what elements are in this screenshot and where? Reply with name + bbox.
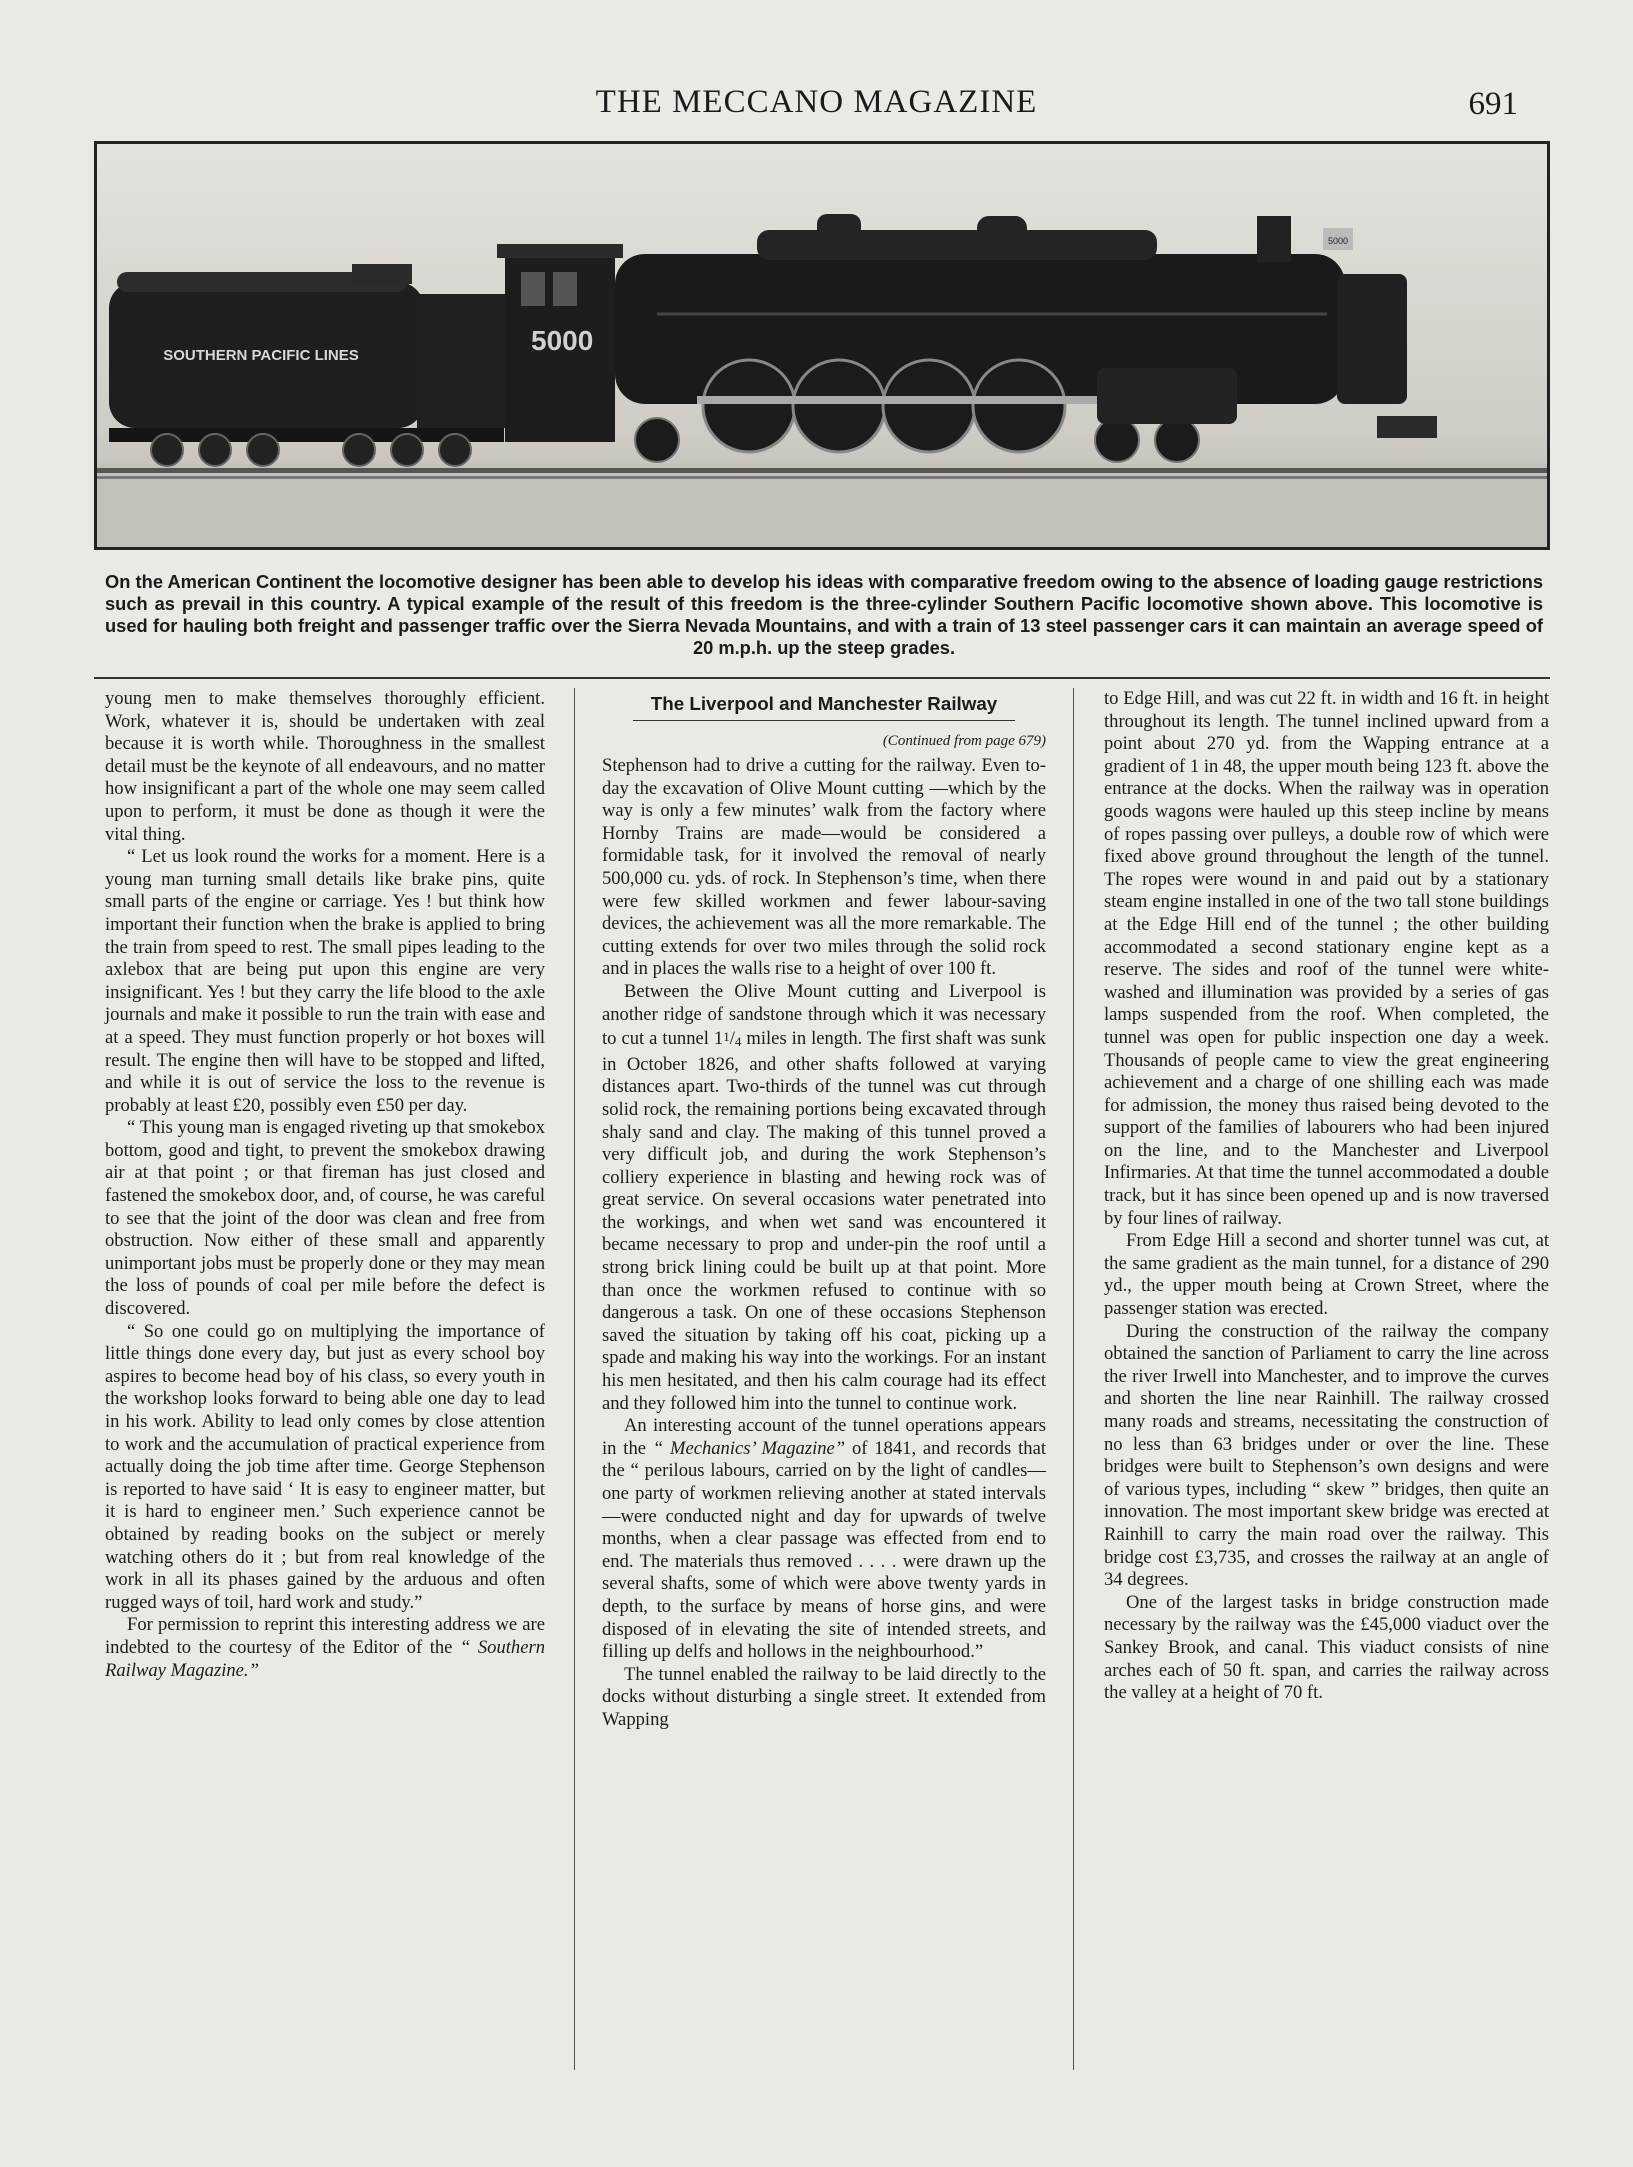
col2-paragraph-4: The tunnel enabled the railway to be laid directly to the docks without disturbing a single street. It extended from Wapping bbox=[602, 1663, 1046, 1730]
col3-paragraph-4: One of the largest tasks in bridge construction made necessary by the railway was the £45,000 viaduct over the Sankey Brook, and canal. This viaduct consists of nine arches each of 50 ft. span, and carries the railway across the valley at a height of 70 ft. bbox=[1104, 1591, 1549, 1704]
continued-note: (Continued from page 679) bbox=[882, 733, 1046, 749]
col2-paragraph-1: Stephenson had to drive a cutting for the railway. Even to-day the excavation of Olive Mount cutting —which by the way is only a few minutes’ walk from the factory where Hornby Trains are made—would be considered a formidable task, for it involved the removal of nearly 500,000 cu. yds. of rock. In Stephenson’s time, when there were few skilled workmen and fewer labour-saving devices, the achievement was all the more remarkable. The cutting extends for over two miles through the solid rock and in places the walls rise to a height of over 100 ft. bbox=[602, 755, 1046, 980]
col2-paragraph-2: Between the Olive Mount cutting and Liverpool is another ridge of sandstone through which it was necessary to cut a tunnel $1^1/_4$ miles in length. The first shaft was sunk in October 1826, and other shafts followed at varying distances apart. Two-thirds of the tunnel was cut through solid rock, the remaining portions being excavated through shaly sand and clay. The making of this tunnel proved a very difficult job, and during the work Stephenson’s colliery experience in blasting and hewing rock was of great service. On several occasions water penetrated into the workings, and when wet sand was encountered it became necessary to prop and under-pin the roof until a strong brick lining could be built up at that point. More than once the workmen refused to continue with so dangerous a task. On one of these occasions Stephenson saved the situation by taking off his coat, picking up a spade and making his way into the workings. For an instant his men hesitated, and then his calm courage had its effect and they followed him into the tunnel to continue work. bbox=[602, 980, 1046, 1414]
article-title: The Liverpool and Manchester Railway bbox=[650, 693, 998, 714]
col2-paragraph-3: An interesting account of the tunnel operations appears in the “ Mechanics’ Magazine” of 1841, and records that the “ perilous labours, carried on by the light of candles—one party of workmen relieving another at stated intervals—were conducted night and day for upwards of twelve months, when a clear passage was effected from end to end. The materials thus removed . . . . were drawn up the several shafts, some of which were above twenty yards in depth, to the surface by means of horse gins, and were disposed of in elevating the site of intended streets, and filling up delfs and hollows in the neighbourhood.” bbox=[602, 1415, 1046, 1663]
article-title-rule bbox=[633, 720, 1015, 721]
column-1 bbox=[105, 688, 545, 1682]
col1-paragraph-5: For permission to reprint this interesting address we are indebted to the courtesy of the Editor of the “ Southern Railway Magazine.” bbox=[105, 1614, 545, 1681]
col1-paragraph-4: “ So one could go on multiplying the importance of little things done every day, but just as every school boy aspires to become head boy of his class, so every youth in the workshop looks forward to being able one day to lead in his work. Ability to lead only comes by close attention to work and the accumulation of practical experience from actually doing the job time after time. George Stephenson is reported to have said ‘ It is easy to engineer matter, but it is hard to engineer men.’ Such experience cannot be obtained by reading books on the subject or merely watching others do it ; but from real knowledge of the work in all its phases gained by the arduous and often rugged ways of toil, hard work and study.” bbox=[105, 1320, 545, 1613]
col3-paragraph-1: to Edge Hill, and was cut 22 ft. in width and 16 ft. in height throughout its length. The tunnel inclined upward from a point about 270 yd. from the Wapping entrance at a gradient of 1 in 48, the upper mouth being 123 ft. above the entrance at the docks. When the railway was in operation goods wagons were hauled up this steep incline by means of ropes passing over pulleys, a double row of which were fixed above ground throughout the length of the tunnel. The ropes were wound in and paid out by a stationary steam engine installed in one of the two tall stone buildings at the Edge Hill end of the tunnel ; the other building accommodated a second stationary engine kept as a reserve. The sides and roof of the tunnel were white-washed and illumination was provided by a series of gas lamps suspended from the roof. When completed, the tunnel was open for public inspection one day a week. Thousands of people came to view the great engineering achievement and a charge of one shilling each was made for admission, the money thus raised being devoted to the support of the families of labourers who had been injured on the line, and to the Manchester and Liverpool Infirmaries. At that time the tunnel accommodated a double track, but it has since been opened up and is now traversed by four lines of railway. bbox=[1104, 688, 1549, 1229]
caption-divider bbox=[94, 677, 1550, 679]
column-2 bbox=[602, 688, 1046, 1732]
column-divider-1 bbox=[574, 688, 575, 2070]
magazine-title: THE MECCANO MAGAZINE bbox=[595, 84, 1038, 120]
cab-number: 5000 bbox=[531, 325, 594, 356]
page-number: 691 bbox=[1468, 86, 1518, 122]
locomotive-photo bbox=[94, 141, 1550, 550]
col1-paragraph-3: “ This young man is engaged riveting up that smokebox bottom, good and tight, to prevent the smokebox drawing air at that point ; or that fireman has just closed and fastened the smokebox door, and, of course, he was careful to see that the joint of the door was clean and free from obstruction. Now either of these small and apparently unimportant jobs must be properly done or they may mean the loss of pounds of coal per mile before the defect is discovered. bbox=[105, 1117, 545, 1320]
cab bbox=[497, 244, 623, 442]
headlight-number: 5000 bbox=[1327, 236, 1349, 246]
col3-paragraph-3: During the construction of the railway the company obtained the sanction of Parliament to carry the line across the river Irwell into Manchester, and to improve the curves and shorten the line near Rainhill. The railway crossed many roads and streams, necessitating the construction of no less than 63 bridges under or over the line. These bridges were built to Stephenson’s own designs and were of various types, including “ skew ” bridges, then quite an innovation. The most important skew bridge was erected at Rainhill to carry the main road over the railway. This bridge cost £3,735, and crosses the railway at an angle of 34 degrees. bbox=[1104, 1320, 1549, 1591]
tender-lettering: SOUTHERN PACIFIC LINES bbox=[163, 347, 359, 364]
locomotive-illustration bbox=[97, 144, 1547, 547]
column-3 bbox=[1104, 688, 1549, 1705]
col1-paragraph-1: young men to make themselves thoroughly efficient. Work, whatever it is, should be undertaken with zeal because it is worth while. Thoroughness in the smallest detail must be the keynote of all endeavours, and no matter how insignificant a part of the whole one may seem called upon to perform, it must be done as though it were the vital thing. bbox=[105, 688, 545, 845]
col3-paragraph-2: From Edge Hill a second and shorter tunnel was cut, at the same gradient as the main tunnel, for a distance of 290 yd., the upper mouth being at Crown Street, where the passenger station was erected. bbox=[1104, 1230, 1549, 1320]
column-divider-2 bbox=[1073, 688, 1074, 2070]
col1-paragraph-2: “ Let us look round the works for a moment. Here is a young man turning small details like brake pins, quite small parts of the engine or carriage. Yes ! but think how important their function when the brake is applied to bring the train from speed to rest. The small pipes leading to the axlebox that are being put upon this engine are very insignificant. Yes ! but they carry the life blood to the axle journals and make it possible to run the train with ease and at a speed. They must function properly or hot boxes will result. The engine then will have to be stopped and lifted, and while it is out of service the loss to the revenue is probably at least £20, possibly even £50 per day. bbox=[105, 846, 545, 1116]
photo-caption: On the American Continent the locomotive designer has been able to develop his ideas with comparative freedom owing to the absence of loading gauge restrictions such as prevail in this country. A typical example of the result of this freedom is the three-cylinder Southern Pacific locomotive shown above. This locomotive is used for hauling both freight and passenger traffic over the Sierra Nevada Mountains, and with a train of 13 steel passenger cars it can maintain an average speed of 20 m.p.h. up the steep grades. bbox=[105, 571, 1543, 658]
